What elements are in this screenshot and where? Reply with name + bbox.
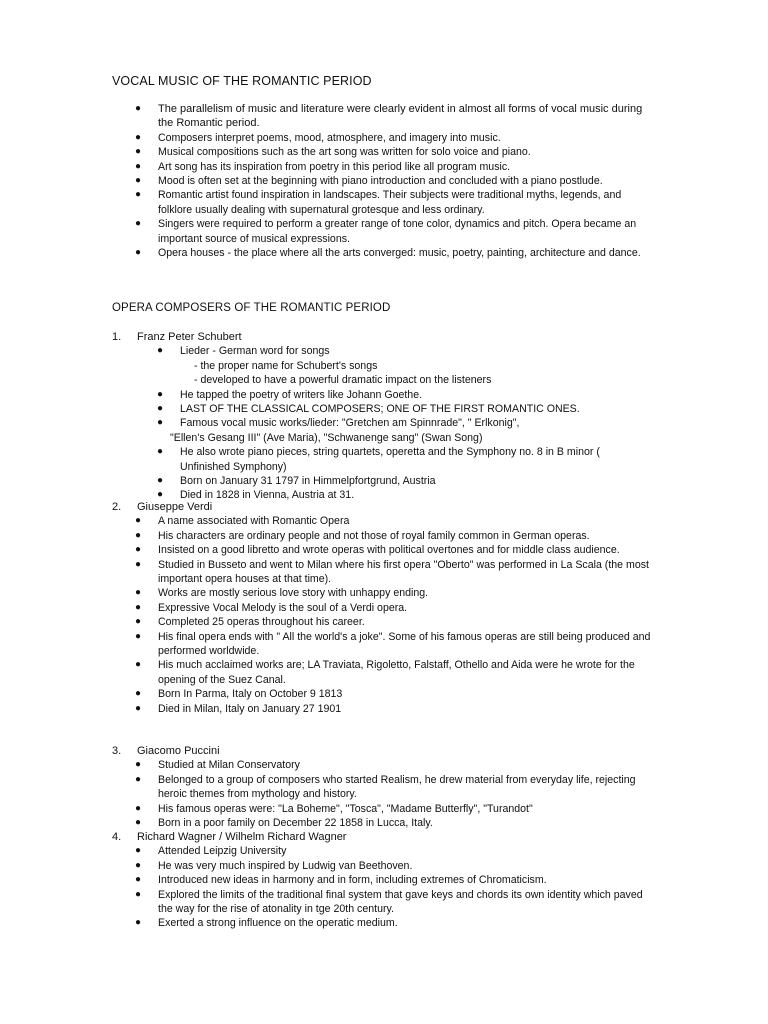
bullet-icon: ●	[135, 131, 142, 143]
bullet-icon: ●	[135, 146, 142, 158]
bullet-icon: ●	[135, 888, 142, 900]
list-item: ● Studied at Milan Conservatory	[135, 759, 300, 772]
intro-bullet-list	[135, 102, 658, 260]
composer-bullet-list	[135, 758, 658, 830]
composer-number: 3.	[112, 745, 122, 757]
composer-name: Richard Wagner / Wilhelm Richard Wagner	[137, 831, 347, 843]
bullet-icon: ●	[135, 630, 142, 642]
list-item: ● Born In Parma, Italy on October 9 1813	[135, 688, 343, 701]
composer-number: 1.	[112, 331, 122, 343]
list-item: ● Art song has its inspiration from poetry in this period like all program music.	[135, 160, 511, 173]
bullet-icon: ●	[135, 759, 142, 771]
list-item: ● He also wrote piano pieces, string quartets, operetta and the Symphony no. 8 in B minor ( Unfinished Symphony)	[157, 446, 600, 473]
bullet-icon: ●	[135, 160, 142, 172]
list-item: ● The parallelism of music and literature were clearly evident in almost all forms of vocal music during the Romantic period.	[135, 103, 643, 130]
list-item: ● Exerted a strong influence on the operatic medium.	[135, 917, 398, 930]
composer-name: Franz Peter Schubert	[137, 331, 242, 343]
list-item: ● Mood is often set at the beginning with piano introduction and concluded with a piano postlude.	[135, 175, 603, 188]
composer-number: 4.	[112, 831, 122, 843]
list-item: ● A name associated with Romantic Opera	[135, 515, 350, 528]
list-item: ● His characters are ordinary people and not those of royal family common in German operas.	[135, 529, 590, 542]
list-item: ● His final opera ends with " All the world's a joke". Some of his famous operas are still being produced and performed worldwide.	[135, 630, 651, 658]
bullet-icon: ●	[157, 345, 164, 357]
list-item: ● Romantic artist found inspiration in landscapes. Their subjects were traditional myths, legends, and folklore usually dealing with supernatural grotesque and less ordinary.	[135, 189, 622, 216]
list-item: ● Explored the limits of the traditional final system that gave keys and chords its own identity which paved the way for the rise of atonality in tge 20th century.	[135, 888, 643, 916]
bullet-icon: ●	[135, 702, 142, 714]
list-item: ● His famous operas were: "La Boheme", "Tosca", "Madame Butterfly", "Turandot"	[135, 802, 533, 815]
list-item: ● LAST OF THE CLASSICAL COMPOSERS; ONE OF THE FIRST ROMANTIC ONES.	[157, 403, 580, 416]
bullet-icon: ●	[135, 874, 142, 886]
list-item: ● He was very much inspired by Ludwig van Beethoven.	[135, 859, 413, 872]
composer-number: 2.	[112, 501, 122, 513]
bullet-icon: ●	[135, 616, 142, 628]
composer-name: Giuseppe Verdi	[137, 501, 213, 513]
bullet-icon: ●	[135, 103, 142, 114]
bullet-icon: ●	[135, 218, 142, 230]
lieder-definition: - developed to have a powerful dramatic impact on the listeners	[194, 374, 492, 387]
list-item: ● Opera houses - the place where all the arts converged: music, poetry, painting, architecture and dance.	[135, 247, 641, 260]
list-item: ● Studied in Busseto and went to Milan where his first opera "Oberto" was performed in La Scala (the most important opera houses at that time).	[135, 558, 649, 586]
bullet-icon: ●	[157, 417, 164, 429]
bullet-icon: ●	[135, 529, 142, 541]
list-item: ● Famous vocal music works/lieder: "Gretchen am Spinnrade", " Erlkonig", "Ellen's Gesang III" (Ave Maria), "Schwanenge sang" (Swan Song)	[180, 416, 650, 445]
bullet-icon: ●	[157, 388, 164, 400]
bullet-icon: ●	[135, 659, 142, 671]
list-item: ● Expressive Vocal Melody is the soul of a Verdi opera.	[135, 601, 408, 614]
list-item: ● Attended Leipzig University	[135, 845, 287, 858]
bullet-icon: ●	[157, 489, 164, 501]
bullet-icon: ●	[135, 247, 142, 259]
bullet-icon: ●	[135, 189, 142, 201]
bullet-icon: ●	[157, 446, 164, 458]
bullet-icon: ●	[135, 859, 142, 871]
bullet-icon: ●	[135, 544, 142, 556]
list-item: ● Singers were required to perform a greater range of tone color, dynamics and pitch. Opera became an important source of musical expressions.	[135, 218, 637, 245]
list-item: ● Insisted on a good libretto and wrote operas with political overtones and for middle class audience.	[135, 544, 620, 557]
bullet-icon: ●	[157, 475, 164, 487]
bullet-icon: ●	[135, 587, 142, 599]
composer-bullet-list	[135, 844, 658, 930]
list-item: ● Died in Milan, Italy on January 27 1901	[135, 702, 342, 715]
bullet-icon: ●	[135, 817, 142, 829]
list-item: ● Introduced new ideas in harmony and in form, including extremes of Chromaticism.	[135, 874, 547, 887]
list-item: ● Musical compositions such as the art song was written for solo voice and piano.	[135, 146, 531, 159]
page-title: VOCAL MUSIC OF THE ROMANTIC PERIOD	[112, 74, 372, 88]
bullet-icon: ●	[135, 802, 142, 814]
list-item: ● Born in a poor family on December 22 1858 in Lucca, Italy.	[135, 817, 433, 830]
list-item: ● Born on January 31 1797 in Himmelpfortgrund, Austria	[157, 475, 436, 488]
lieder-definition: - the proper name for Schubert's songs	[194, 359, 378, 372]
list-item: ● Lieder - German word for songs - the proper name for Schubert's songs - developed to have a powerful dramatic impact on the listeners	[180, 344, 650, 387]
composer-bullet-list	[157, 344, 650, 502]
section-heading: OPERA COMPOSERS OF THE ROMANTIC PERIOD	[112, 302, 391, 314]
list-item: ● He tapped the poetry of writers like Johann Goethe.	[157, 388, 423, 401]
works-continuation: "Ellen's Gesang III" (Ave Maria), "Schwanenge sang" (Swan Song)	[170, 431, 483, 444]
list-item: ● Completed 25 operas throughout his career.	[135, 616, 365, 629]
bullet-icon: ●	[157, 403, 164, 415]
bullet-icon: ●	[135, 515, 142, 527]
bullet-icon: ●	[135, 773, 142, 785]
composer-name: Giacomo Puccini	[137, 745, 220, 757]
list-item: ● Died in 1828 in Vienna, Austria at 31.	[157, 489, 355, 502]
bullet-icon: ●	[135, 917, 142, 929]
bullet-icon: ●	[135, 688, 142, 700]
list-item: ● Composers interpret poems, mood, atmosphere, and imagery into music.	[135, 131, 501, 144]
bullet-icon: ●	[135, 175, 142, 187]
bullet-icon: ●	[135, 601, 142, 613]
composer-bullet-list	[135, 514, 658, 716]
bullet-icon: ●	[135, 845, 142, 857]
bullet-icon: ●	[135, 558, 142, 570]
list-item: ● His much acclaimed works are; LA Traviata, Rigoletto, Falstaff, Othello and Aida were he wrote for the opening of the Suez Canal.	[135, 659, 635, 686]
list-item: ● Belonged to a group of composers who started Realism, he drew material from everyday life, rejecting heroic themes from mythology and history.	[135, 773, 636, 801]
list-item: ● Works are mostly serious love story with unhappy ending.	[135, 587, 429, 600]
